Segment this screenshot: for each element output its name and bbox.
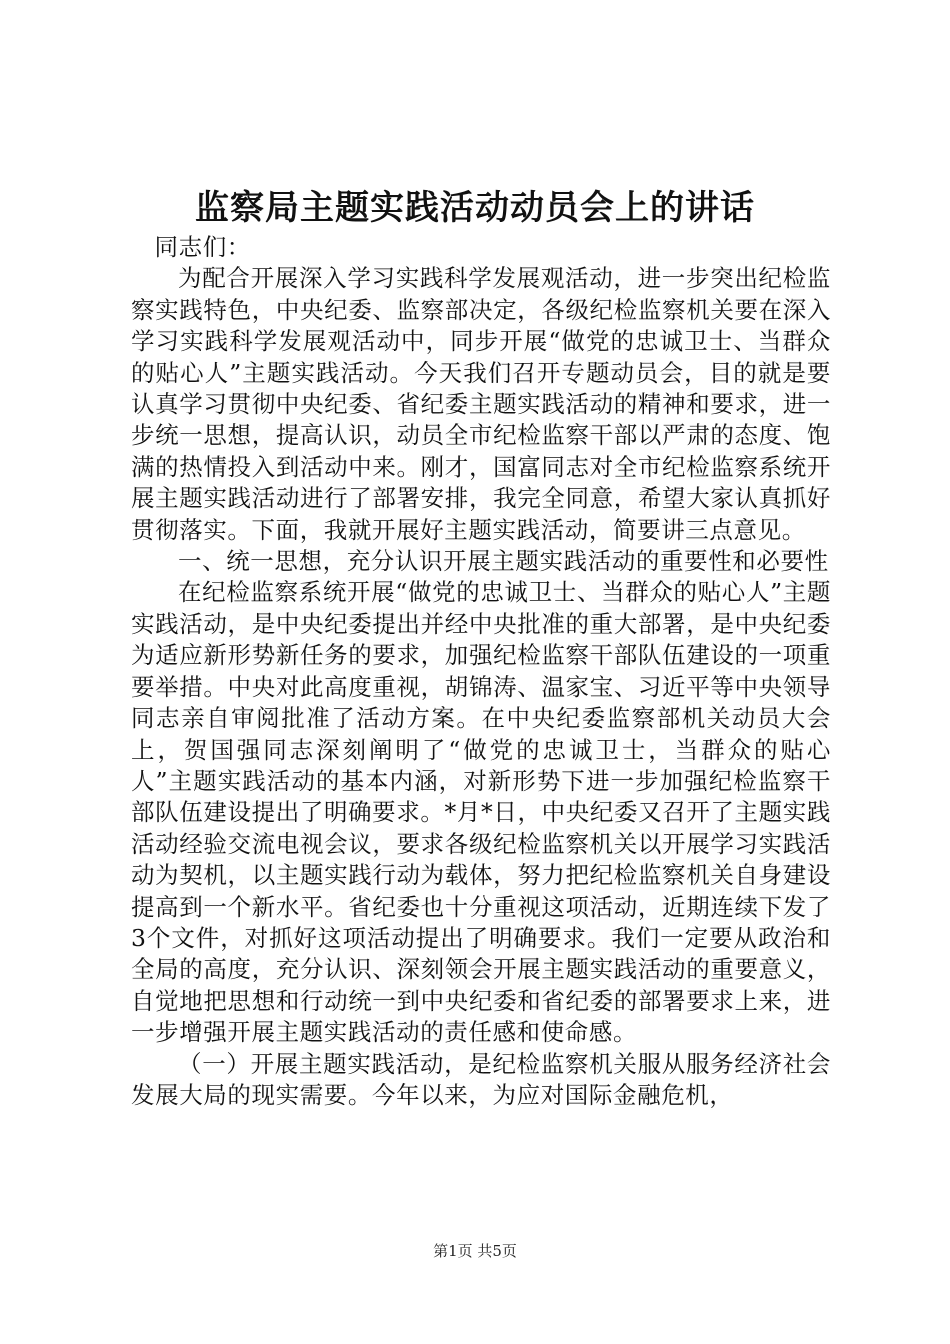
document-title: 监察局主题实践活动动员会上的讲话 [195,188,755,228]
intro-paragraph: 为配合开展深入学习实践科学发展观活动，进一步突出纪检监察实践特色，中央纪委、监察部决定，各级纪检监察机关要在深入学习实践科学发展观活动中，同步开展“做党的忠诚卫士、当群众的贴心人”主题实践活动。今天我们召开专题动员会，目的就是要认真学习贯彻中央纪委、省纪委主题实践活动的精神和要求，进一步统一思想，提高认识，动员全市纪检监察干部以严肃的态度、饱满的热情投入到活动中来。刚才，国富同志对全市纪检监察系统开展主题实践活动进行了部署安排，我完全同意，希望大家认真抓好贯彻落实。下面，我就开展好主题实践活动，简要讲三点意见。 [131,264,831,544]
subsection-1-paragraph: （一）开展主题实践活动，是纪检监察机关服从服务经济社会发展大局的现实需要。今年以来，为应对国际金融危机， [131,1049,831,1109]
salutation-paragraph: 同志们： [154,233,251,261]
document-body [131,232,831,1111]
section-1-paragraph: 在纪检监察系统开展“做党的忠诚卫士、当群众的贴心人”主题实践活动，是中央纪委提出并经中央批准的重大部署，是中央纪委为适应新形势新任务的要求，加强纪检监察干部队伍建设的一项重要举措。中央对此高度重视，胡锦涛、温家宝、习近平等中央领导同志亲自审阅批准了活动方案。在中央纪委监察部机关动员大会上，贺国强同志深刻阐明了“做党的忠诚卫士，当群众的贴心人”主题实践活动的基本内涵，对新形势下进一步加强纪检监察干部队伍建设提出了明确要求。*月*日，中央纪委又召开了主题实践活动经验交流电视会议，要求各级纪检监察机关以开展学习实践活动为契机，以主题实践行动为载体，努力把纪检监察机关自身建设提高到一个新水平。省纪委也十分重视这项活动，近期连续下发了3个文件，对抓好这项活动提出了明确要求。我们一定要从政治和全局的高度，充分认识、深刻领会开展主题实践活动的重要意义，自觉地把思想和行动统一到中央纪委和省纪委的部署要求上来，进一步增强开展主题实践活动的责任感和使命感。 [131,578,831,1047]
page-number-footer: 第1页 共5页 [433,1242,517,1260]
section-heading-1: 一、统一思想，充分认识开展主题实践活动的重要性和必要性 [178,547,829,576]
